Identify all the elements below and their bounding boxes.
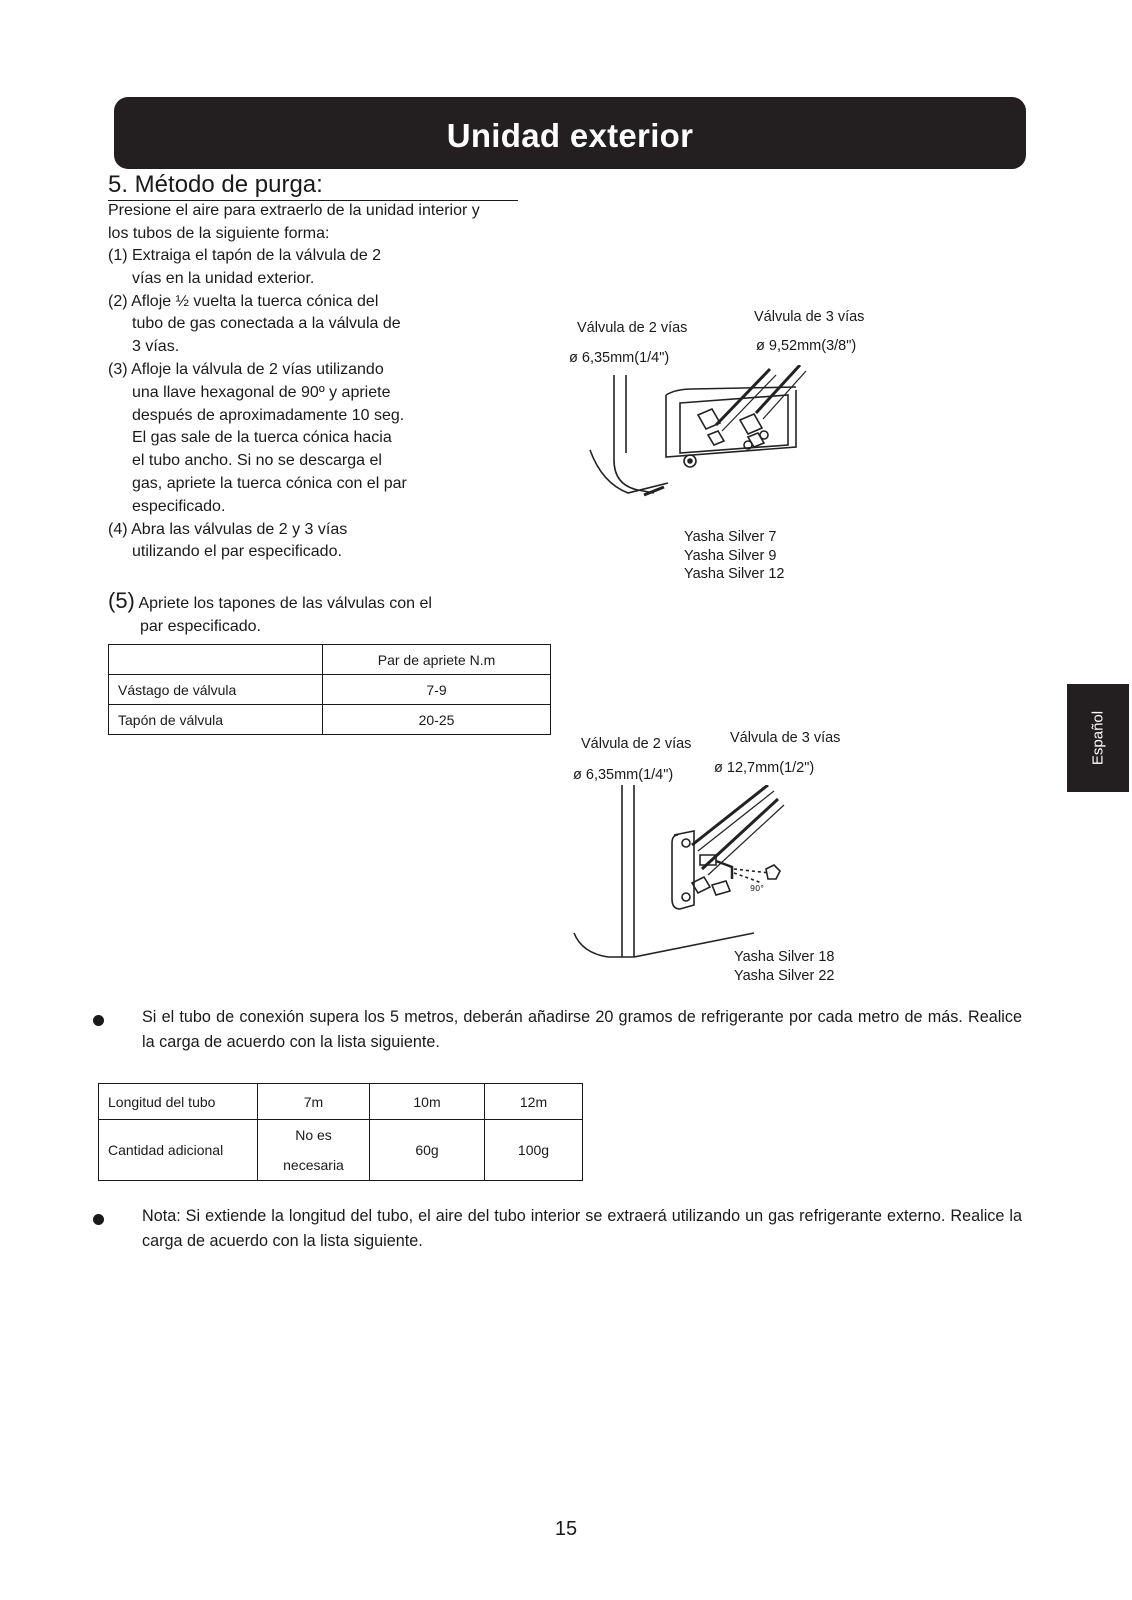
table-cell: 7-9	[323, 675, 551, 705]
table-cell	[109, 645, 323, 675]
table-cell: Vástago de válvula	[109, 675, 323, 705]
purge-step: (3) Afloje la válvula de 2 vías utilizando una llave hexagonal de 90º y apriete después de aproximadamente 10 seg. El gas sale de la tuerca cónica hacia el tubo ancho. Si no se descarga el gas, apriete la tuerca cónica con el par especificado.	[108, 360, 407, 515]
table-row	[109, 705, 551, 735]
table-cell: Tapón de válvula	[109, 705, 323, 735]
valve-diagram-small	[580, 365, 820, 515]
table-row	[99, 1084, 583, 1120]
model-name: Yasha Silver 9	[684, 547, 777, 564]
header-banner	[114, 97, 1026, 169]
page-number: 15	[554, 1518, 578, 1540]
purge-step: (4) Abra las válvulas de 2 y 3 vías utilizando el par especificado.	[108, 520, 348, 561]
table-cell: 7m	[258, 1084, 370, 1120]
purge-step-5	[108, 590, 450, 639]
model-list	[734, 948, 834, 985]
bullet-icon	[93, 1015, 104, 1026]
model-name: Yasha Silver 22	[734, 967, 835, 984]
note-paragraph: Si el tubo de conexión supera los 5 metros, deberán añadirse 20 gramos de refrigerante por cada metro de más. Realice la carga de acuerdo con la lista siguiente.	[142, 1008, 1022, 1051]
valve-2-way-size: ø 6,35mm(1/4")	[569, 350, 670, 366]
table-cell: 12m	[485, 1084, 583, 1120]
section-intro: Presione el aire para extraerlo de la unidad interior y los tubos de la siguiente forma:	[108, 202, 480, 242]
purge-steps-list	[108, 245, 408, 564]
model-name: Yasha Silver 12	[684, 566, 785, 582]
valve-2-way-label: Válvula de 2 vías	[581, 736, 692, 752]
table-row	[99, 1120, 583, 1181]
section-title: 5. Método de purga:	[108, 171, 518, 201]
page-title: Unidad exterior	[446, 117, 694, 154]
purge-step: (2) Afloje ½ vuelta la tuerca cónica del tubo de gas conectada a la válvula de 3 vías.	[108, 292, 401, 356]
table-row	[109, 675, 551, 705]
refrigerant-charge-table	[98, 1083, 583, 1181]
purge-step: (1) Extraiga el tapón de la válvula de 2 vías en la unidad exterior.	[108, 247, 382, 287]
table-cell: Longitud del tubo	[99, 1084, 258, 1120]
valve-diagram-large	[572, 785, 802, 965]
bullet-icon	[93, 1214, 104, 1225]
table-cell: 100g	[485, 1120, 583, 1181]
valve-3-way-label: Válvula de 3 vías	[730, 730, 841, 746]
language-tab	[1067, 684, 1129, 792]
step-number: (5)	[108, 588, 135, 613]
valve-3-way-size: ø 12,7mm(1/2")	[714, 760, 815, 776]
note-paragraph: Nota: Si extiende la longitud del tubo, el aire del tubo interior se extraerá utilizando un gas refrigerante externo. Realice la carga de acuerdo con la lista siguiente.	[142, 1207, 1022, 1250]
table-cell: 20-25	[323, 705, 551, 735]
step-text: Apriete los tapones de las válvulas con el par especificado.	[138, 595, 432, 635]
torque-table	[108, 644, 551, 735]
model-list	[684, 528, 784, 584]
model-name: Yasha Silver 18	[734, 949, 835, 965]
valve-2-way-label: Válvula de 2 vías	[577, 320, 688, 336]
table-cell: 60g	[370, 1120, 485, 1181]
language-label: Español	[1089, 710, 1107, 766]
angle-label: 90°	[750, 884, 765, 893]
cell-line: No es	[295, 1127, 332, 1143]
table-row	[109, 645, 551, 675]
table-cell: Cantidad adicional	[99, 1120, 258, 1181]
cell-line: necesaria	[283, 1157, 344, 1173]
table-cell	[258, 1120, 370, 1181]
valve-2-way-size: ø 6,35mm(1/4")	[573, 767, 674, 783]
valve-3-way-size: ø 9,52mm(3/8")	[756, 338, 857, 354]
valve-3-way-label: Válvula de 3 vías	[754, 309, 865, 325]
model-name: Yasha Silver 7	[684, 529, 777, 545]
table-cell: 10m	[370, 1084, 485, 1120]
table-header-cell: Par de apriete N.m	[323, 645, 551, 675]
